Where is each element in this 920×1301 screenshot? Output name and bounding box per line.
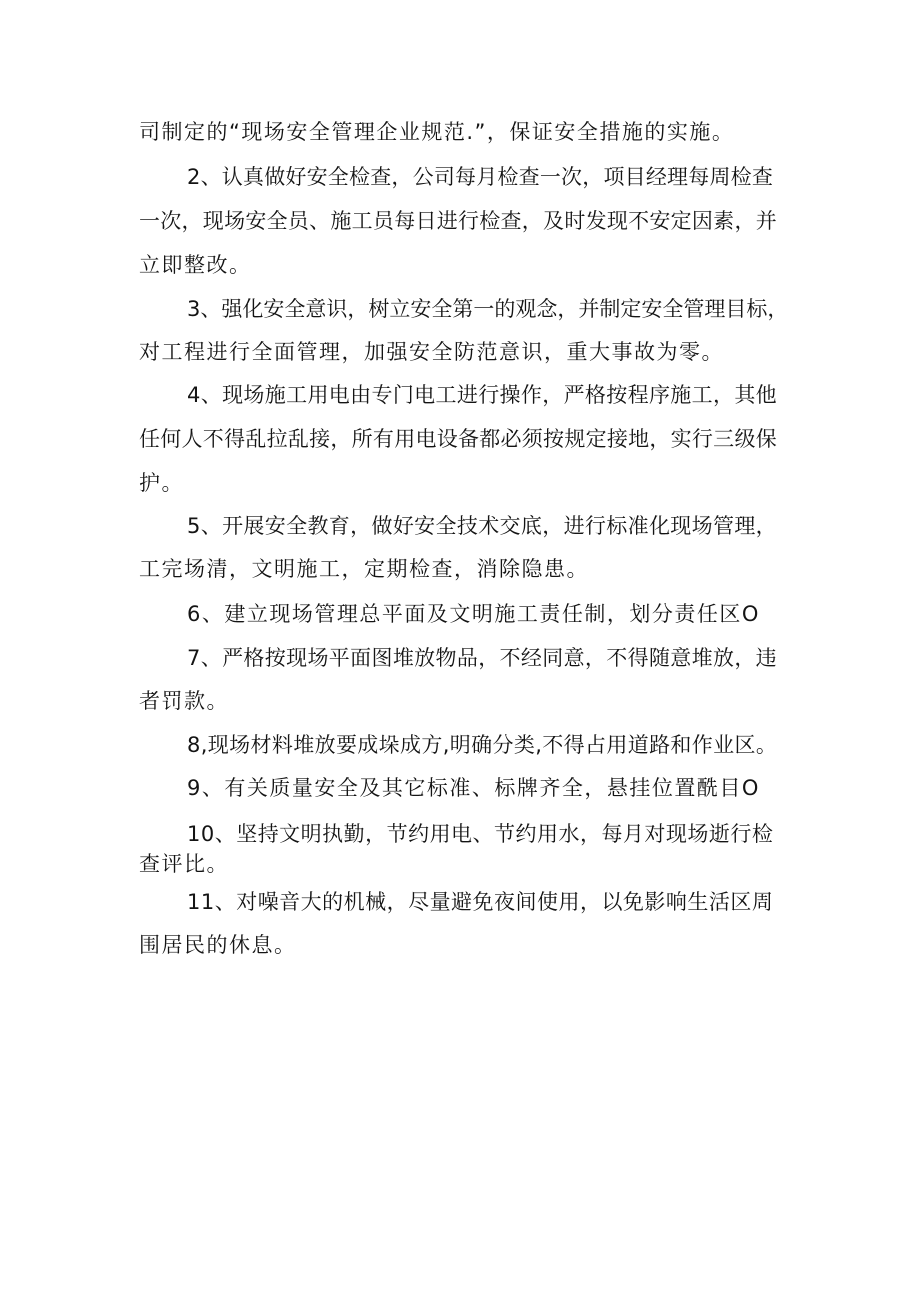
text-line: 9、有关质量安全及其它标准、标牌齐全，悬挂位置酰目O [187, 776, 760, 800]
text-line: 1 1 、 对 噪 音 大 的 机 械 ， 尽 量 避 免 夜 间 使 用 ， 以 免 影 响 生 活 区 周 [187, 890, 773, 914]
text-line: 者罚款。 [139, 689, 229, 713]
text-line: 护。 [139, 471, 184, 495]
text-line: 3 、 强 化 安 全 意 识 ， 树 立 安 全 第 一 的 观 念 ， 并 制 定 安 全 管 理 目 标 ， [187, 297, 789, 321]
text-line: 对工程进行全面管理，加强安全防范意识，重大事故为零。 [139, 340, 724, 364]
text-line: 任 何 人 不 得 乱 拉 乱 接 ， 所 有 用 电 设 备 都 必 须 按 规 定 接 地 ， 实 行 三 级 保 [139, 427, 777, 451]
text-line: 一 次 ， 现 场 安 全 员 、 施 工 员 每 日 进 行 检 查 ， 及 时 发 现 不 安 定 因 素 ， 并 [139, 209, 777, 233]
text-line: 围居民的休息。 [139, 933, 297, 957]
text-line: 7 、 严 格 按 现 场 平 面 图 堆 放 物 品 ， 不 经 同 意 ， 不 得 随 意 堆 放 ， 违 [187, 646, 777, 670]
text-line: 查评比。 [139, 852, 229, 876]
text-line: 立即整改。 [139, 253, 252, 277]
text-line: 5 、 开 展 安 全 教 育 ， 做 好 安 全 技 术 交 底 ， 进 行 标 准 化 现 场 管 理 ， [187, 514, 777, 538]
text-line: 6、建立现场管理总平面及文明施工责任制，划分责任区O [187, 602, 760, 626]
text-line: 工完场清，文明施工，定期检查，消除隐患。 [139, 557, 589, 581]
text-line: 8 , 现 场 材 料 堆 放 要 成 垛 成 方 , 明 确 分 类 , 不 得 占 用 道 路 和 作 业 区 。 [187, 733, 777, 757]
text-line: 4 、 现 场 施 工 用 电 由 专 门 电 工 进 行 操 作 ， 严 格 按 程 序 施 工 ， 其 他 [187, 383, 777, 407]
text-line: 1 0 、 坚 持 文 明 执 勤 ， 节 约 用 电 、 节 约 用 水 ， 每 月 对 现 场 逝 行 检 [187, 822, 773, 846]
text-line: 司制定的“现场安全管理企业规范.”，保证安全措施的实施。 [139, 120, 735, 144]
text-line: 2 、 认 真 做 好 安 全 检 查 ， 公 司 每 月 检 查 一 次 ， 项 目 经 理 每 周 检 查 [187, 165, 773, 189]
